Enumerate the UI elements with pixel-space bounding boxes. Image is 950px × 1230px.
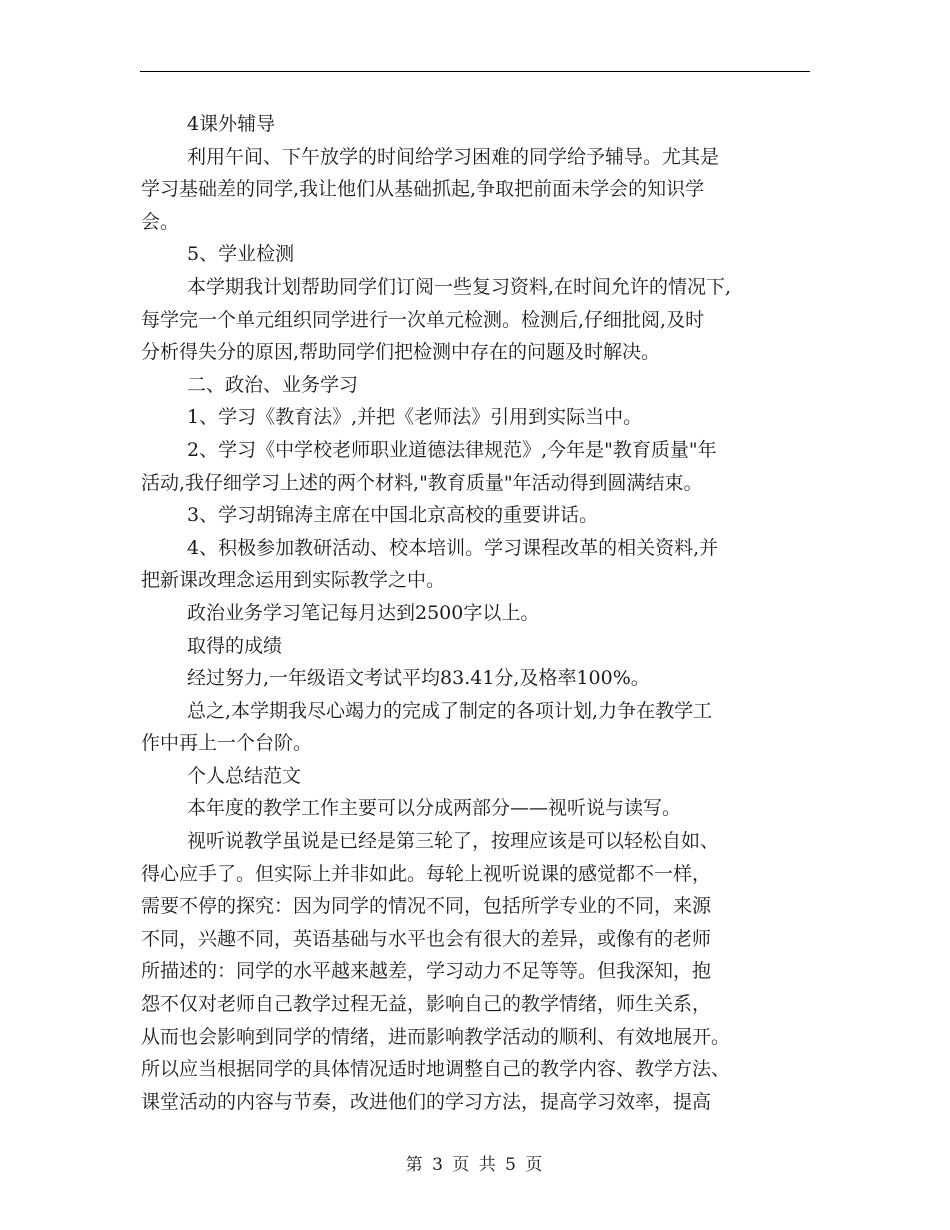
- text-line: 本年度的教学工作主要可以分成两部分——视听说与读写。: [187, 797, 682, 820]
- text-line: 从而也会影响到同学的情绪，进而影响教学活动的顺利、有效地展开。: [141, 1025, 731, 1048]
- text-line: 作中再上一个台阶。: [141, 732, 313, 755]
- text-line: 所描述的：同学的水平越来越差，学习动力不足等等。但我深知，抱: [141, 960, 712, 983]
- text-line: 利用午间、下午放学的时间给学习困难的同学给予辅导。尤其是: [187, 145, 720, 168]
- text-line: 1、学习《教育法》,并把《老师法》引用到实际当中。: [187, 406, 643, 429]
- text-line: 政治业务学习笔记每月达到2500字以上。: [187, 601, 540, 624]
- text-line: 个人总结范文: [187, 764, 302, 787]
- text-line: 经过努力,一年级语文考试平均83.41分,及格率100%。: [187, 667, 650, 690]
- text-line: 课堂活动的内容与节奏，改进他们的学习方法，提高学习效率，提高: [141, 1090, 712, 1113]
- text-line: 3、学习胡锦涛主席在中国北京高校的重要讲话。: [187, 504, 599, 527]
- text-line: 5、学业检测: [187, 243, 295, 266]
- text-line: 4、积极参加教研活动、校本培训。学习课程改革的相关资料,并: [187, 536, 719, 559]
- text-line: 总之,本学期我尽心竭力的完成了制定的各项计划,力争在教学工: [187, 699, 713, 722]
- text-line: 本学期我计划帮助同学们订阅一些复习资料,在时间允许的情况下,: [187, 275, 732, 298]
- text-line: 把新课改理念运用到实际教学之中。: [141, 569, 446, 592]
- text-line: 怨不仅对老师自己教学过程无益，影响自己的教学情绪，师生关系，: [141, 993, 712, 1016]
- text-line: 2、学习《中学校老师职业道德法律规范》,今年是"教育质量"年: [187, 438, 717, 461]
- text-line: 取得的成绩: [187, 634, 283, 657]
- text-line: 视听说教学虽说是已经是第三轮了，按理应该是可以轻松自如、: [187, 830, 720, 853]
- text-line: 二、政治、业务学习: [187, 373, 359, 396]
- text-line: 活动,我仔细学习上述的两个材料,"教育质量"年活动得到圆满结束。: [141, 471, 703, 494]
- document-body: [141, 108, 813, 1118]
- text-line: 需要不停的探究：因为同学的情况不同，包括所学专业的不同，来源: [141, 895, 712, 918]
- text-line: 学习基础差的同学,我让他们从基础抓起,争取把前面未学会的知识学: [141, 178, 705, 201]
- text-line: 分析得失分的原因,帮助同学们把检测中存在的问题及时解决。: [141, 341, 661, 364]
- text-line: 会。: [141, 210, 180, 233]
- text-line: 4课外辅导: [187, 113, 276, 135]
- text-line: 不同，兴趣不同，英语基础与水平也会有很大的差异，或像有的老师: [141, 927, 712, 950]
- text-line: 每学完一个单元组织同学进行一次单元检测。检测后,仔细批阅,及时: [141, 308, 705, 331]
- text-line: 得心应手了。但实际上并非如此。每轮上视听说课的感觉都不一样，: [141, 862, 712, 885]
- page-number-footer: 第 3 页 共 5 页: [405, 1155, 545, 1175]
- text-line: 所以应当根据同学的具体情况适时地调整自己的教学内容、教学方法、: [141, 1058, 731, 1081]
- header-rule: [140, 71, 810, 72]
